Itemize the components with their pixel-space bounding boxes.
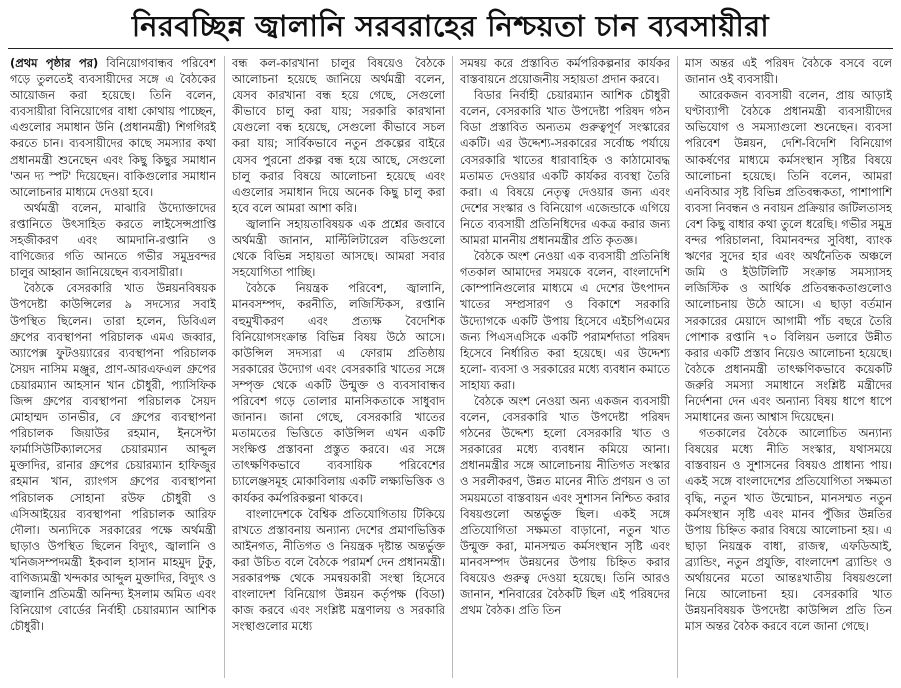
article-column-1 (10, 55, 216, 680)
headline-rule (8, 48, 893, 49)
paragraph: অর্থমন্ত্রী বলেন, মাঝারি উদ্যোক্তাদের রপ্তানিতে উৎসাহিত করতে লাইসেন্সপ্রাপ্তি সহজীকরণ এবং আমদানি-রপ্তানি ও বাণিজ্যের গতি আনতে গভীর সমুদ্রবন্দর চালুর আহ্বান জানিয়েছেন ব্যবসায়ীরা। (10, 200, 216, 280)
paragraph: বৈঠকে নিয়ন্ত্রক পরিবেশ, জ্বালানি, মানবসম্পদ, করনীতি, লজিস্টিকস, রপ্তানি বহুমুখীকরণ এবং প্রত্যক্ষ বৈদেশিক বিনিয়োগসংক্রান্ত বিভিন্ন বিষয় উঠে আসে। কাউন্সিল সদস্যরা এ ফোরাম প্রতিষ্ঠায় সরকারের উদ্যোগ এবং বেসরকারি খাতের সঙ্গে সম্পৃক্ত থেকে একটি উন্মুক্ত ও ব্যবসাবান্ধব পরিবেশ গড়ে তোলার মানসিকতাকে সাধুবাদ জানান। জানা গেছে, বেসরকারি খাতের মতামতের ভিত্তিতে কাউন্সিল এখন একটি সংক্ষিপ্ত প্রস্তাবনা প্রস্তুত করবে। এর সঙ্গে তাৎক্ষণিকভাবে ব্যবসায়িক পরিবেশের চ্যালেঞ্জসমূহ মোকাবিলায় একটি লক্ষ্যভিত্তিক ও কার্যকর কর্মপরিকল্পনা থাকবে। (232, 281, 445, 505)
jump-label: (প্রথম পৃষ্ঠার পর) (10, 56, 99, 70)
paragraph: বৈঠকে অংশ নেওয়া অন্য একজন ব্যবসায়ী বলেন, বেসরকারি খাত উপদেষ্টা পরিষদ গঠনের উদ্দেশ্য হলো বেসরকারি খাত ও সরকারের মধ্যে ব্যবধান কমিয়ে আনা। প্রধানমন্ত্রীর সঙ্গে আলোচনায় নীতিগত সংস্কার ও সরলীকরণ, উন্নত মানের নীতি প্রণয়ন ও তা সময়মতো বাস্তবায়ন এবং সুশাসন নিশ্চিত করার বিষয়গুলো অন্তর্ভুক্ত ছিল। একই সঙ্গে প্রতিযোগিতা সক্ষমতা বাড়ানো, নতুন খাত উন্মুক্ত করা, মানসম্মত কর্মসংস্থান সৃষ্টি এবং মানবসম্পদ উন্নয়নের উপায় চিহ্নিত করার বিষয়েও গুরুত্ব দেওয়া হয়েছে। তিনি আরও জানান, শনিবারের বৈঠকটি ছিল এই পরিষদের প্রথম বৈঠক। প্রতি তিন (460, 393, 670, 618)
paragraph: গতকালের বৈঠকে আলোচিত অন্যান্য বিষয়ের মধ্যে নীতি সংস্কার, যথাসময়ে বাস্তবায়ন ও সুশাসনের বিষয়ও প্রাধান্য পায়। একই সঙ্গে বাংলাদেশের প্রতিযোগিতা সক্ষমতা বৃদ্ধি, নতুন খাত উন্মোচন, মানসম্মত নতুন কর্মসংস্থান সৃষ্টি এবং মানব পুঁজির উন্নতির উপায় চিহ্নিত করার বিষয়ে আলোচনা হয়। এ ছাড়া নিয়ন্ত্রক বাধা, রাজস্ব, এফডিআই, ব্র্যান্ডিং, নতুন প্রযুক্তি, বাংলাদেশ ব্র্যান্ডিং ও অর্থায়নের মতো আন্তঃখাতীয় বিষয়গুলো নিয়ে আলোচনা হয়। বেসরকারি খাত উন্নয়নবিষয়ক উপদেষ্টা কাউন্সিল প্রতি তিন মাস অন্তর বৈঠক করবে বলে জানা গেছে। (685, 426, 892, 634)
article-column-3 (460, 55, 670, 680)
paragraph: বিডার নির্বাহী চেয়ারম্যান আশিক চৌধুরী বলেন, বেসরকারি খাত উপদেষ্টা পরিষদ গঠন বিডা প্রস্তাবিত অন্যতম গুরুত্বপূর্ণ সংস্কারের একটি। এর উদ্দেশ্য-সরকারের সর্বোচ্চ পর্যায়ে বেসরকারি খাতের ধারাবাহিক ও কাঠামোবদ্ধ মতামত দেওয়ার একটি কার্যকর ব্যবস্থা তৈরি করা। এ বিষয়ে নেতৃত্ব দেওয়ার জন্য এবং দেশের সংস্কার ও বিনিয়োগ এজেন্ডাকে এগিয়ে নিতে ব্যবসায়ী প্রতিনিধিদের একত্র করার জন্য আমরা মাননীয় প্রধানমন্ত্রীর প্রতি কৃতজ্ঞ। (460, 88, 670, 248)
paragraph: আরেকজন ব্যবসায়ী বলেন, প্রায় আড়াই ঘণ্টাব্যাপী বৈঠকে প্রধানমন্ত্রী ব্যবসায়ীদের অভিযোগ ও সমস্যাগুলো শুনেছেন। ব্যবসা পরিবেশ উন্নয়ন, দেশি-বিদেশি বিনিয়োগ আকর্ষণের মাধ্যমে কর্মসংস্থান সৃষ্টির বিষয়ে আলোচনা হয়েছে। তিনি বলেন, আমরা এনবিআর সৃষ্ট বিভিন্ন প্রতিবন্ধকতা, পাশাপাশি ব্যবসা নিবন্ধন ও নবায়ন প্রক্রিয়ার জটিলতাসহ বেশ কিছু বাধার কথা তুলে ধরেছি। গভীর সমুদ্র বন্দর পরিচালনা, বিমানবন্দর সুবিধা, ব্যাংক ঋণের সুদের হার এবং অর্থনৈতিক অঞ্চলে জমি ও ইউটিলিটি সংক্রান্ত সমস্যাসহ লজিস্টিক ও আর্থিক প্রতিবন্ধকতাগুলোও আলোচনায় উঠে আসে। এ ছাড়া বর্তমান সরকারের মেয়াদে আগামী পাঁচ বছরে তৈরি পোশাক রপ্তানি ৭০ বিলিয়ন ডলারে উন্নীত করার একটি প্রস্তাব নিয়েও আলোচনা হয়েছে। বৈঠকে প্রধানমন্ত্রী তাৎক্ষণিকভাবে কয়েকটি জরুরি সমস্যা সমাধানে সংশ্লিষ্ট মন্ত্রীদের নির্দেশনা দেন এবং অন্যান্য বিষয় ধাপে ধাপে সমাধানের জন্য আশ্বাস দিয়েছেন। (685, 88, 892, 425)
paragraph: বাংলাদেশকে বৈশ্বিক প্রতিযোগিতায় টিকিয়ে রাখতে প্রস্তাবনায় অন্যান্য দেশের প্রমাণভিত্তিক আইনগত, নীতিগত ও নিয়ন্ত্রক দৃষ্টান্ত অন্তর্ভুক্ত করা উচিত বলে বৈঠকে পরামর্শ দেন প্রধানমন্ত্রী। সরকারপক্ষ থেকে সমন্বয়কারী সংস্থা হিসেবে বাংলাদেশ বিনিয়োগ উন্নয়ন কর্তৃপক্ষ (বিডা) কাজ করবে এবং সংশ্লিষ্ট মন্ত্রণালয় ও সরকারি সংস্থাগুলোর মধ্যে (232, 506, 445, 634)
headline: নিরবচ্ছিন্ন জ্বালানি সরবরাহের নিশ্চয়তা চান ব্যবসায়ীরা (131, 9, 770, 43)
paragraph: বৈঠকে বেসরকারি খাত উন্নয়নবিষয়ক উপদেষ্টা কাউন্সিলের ৯ সদস্যের সবাই উপস্থিত ছিলেন। তারা হলেন, ডিবিএল গ্রুপের ব্যবস্থাপনা পরিচালক এমএ জব্বার, অ্যাপেক্স ফুটওয়্যারের ব্যবস্থাপনা পরিচালক সৈয়দ নাসিম মঞ্জুর, প্রাণ-আরএফএল গ্রুপের চেয়ারম্যান আহসান খান চৌধুরী, প্যাসিফিক জিন্স গ্রুপের ব্যবস্থাপনা পরিচালক সৈয়দ মোহাম্মদ তানভীর, বে গ্রুপের ব্যবস্থাপনা পরিচালক জিয়াউর রহমান, ইনসেপ্টা ফার্মাসিউটিক্যালসের চেয়ারম্যান আব্দুল মুক্তাদির, রানার গ্রুপের চেয়ারম্যান হাফিজুর রহমান খান, র‍্যাংগস গ্রুপের ব্যবস্থাপনা পরিচালক সোহানা রউফ চৌধুরী ও এসিআইয়ের ব্যবস্থাপনা পরিচালক আরিফ দৌলা। অন্যদিকে সরকারের পক্ষে অর্থমন্ত্রী ছাড়াও উপস্থিত ছিলেন বিদ্যুৎ, জ্বালানি ও খনিজসম্পদমন্ত্রী ইকবাল হাসান মাহমুদ টুকু, বাণিজ্যমন্ত্রী খন্দকার আব্দুল মুক্তাদির, বিদ্যুৎ ও জ্বালানি প্রতিমন্ত্রী অনিন্দ্য ইসলাম অমিত এবং বিনিয়োগ বোর্ডের নির্বাহী চেয়ারম্যান আশিক চৌধুরী। (10, 281, 216, 634)
paragraph-text: বিনিয়োগবান্ধব পরিবেশ গড়ে তুলতেই ব্যবসায়ীদের সঙ্গে এ বৈঠকের আয়োজন করা হয়েছে। তিনি বলেন, ব্যবসায়ীরা বিনিয়োগের বাধা কোথায় পাচ্ছেন, এগুলোর সমাধান উনি (প্রধানমন্ত্রী) শিগগিরই করতে চান। ব্যবসায়ীদের কাছে সমস্যার কথা প্রধানমন্ত্রী শুনেছেন এবং কিছু কিছুর সমাধান 'অন দ্য স্পট' দিয়েছেন। বাকিগুলোর সমাধান আলোচনার মাধ্যমে দেওয়া হবে। (10, 56, 216, 199)
article-column-4 (685, 55, 892, 680)
article-column-2 (232, 55, 445, 680)
paragraph: জ্বালানি সহায়তাবিষয়ক এক প্রশ্নের জবাবে অর্থমন্ত্রী জানান, মাল্টিলিটারেল বডিগুলো থেকে বিভিন্ন সহায়তা আসছে। আমরা সবার সহযোগিতা পাচ্ছি। (232, 216, 445, 280)
paragraph: সমন্বয় করে প্রস্তাবিত কর্মপরিকল্পনার কার্যকর বাস্তবায়নে প্রয়োজনীয় সহায়তা প্রদান করবে। (460, 56, 670, 87)
paragraph: মাস অন্তর এই পরিষদ বৈঠকে বসবে বলে জানান ওই ব্যবসায়ী। (685, 56, 892, 87)
paragraph: বন্ধ কল-কারখানা চালুর বিষয়েও বৈঠকে আলোচনা হয়েছে জানিয়ে অর্থমন্ত্রী বলেন, যেসব কারখানা বন্ধ হয়ে গেছে, সেগুলো কীভাবে চালু করা যায়; সরকারি কারখানা যেগুলো বন্ধ হয়েছে, সেগুলো কীভাবে সচল করা যায়; সার্বিকভাবে নতুন প্রকল্পের বাইরে যেসব পুরনো প্রকল্প বন্ধ হয়ে আছে, সেগুলো চালু করার বিষয়ে আলোচনা হয়েছে এবং এগুলোর সমাধান দিয়ে অনেক কিছু চালু করা হবে বলে আমরা আশা করি। (232, 56, 445, 215)
column-separator (677, 56, 678, 678)
column-separator (452, 56, 453, 678)
paragraph: বৈঠকে অংশ নেওয়া এক ব্যবসায়ী প্রতিনিধি গতকাল আমাদের সময়কে বলেন, বাংলাদেশি কোম্পানিগুলোর মাধ্যমে এ দেশের উৎপাদন খাতের সম্প্রসারণ ও বিকাশে সরকারি উদ্যোগকে একটি উপায় হিসেবে এইচপিএমের জন্য পিএসএসিকে একটি পরামর্শদাতা পরিষদ হিসেবে নির্ধারিত করা হয়েছে। এর উদ্দেশ্য হলো- ব্যবসা ও সরকারের মধ্যে ব্যবধান কমাতে সাহায্য করা। (460, 249, 670, 392)
paragraph (10, 55, 216, 200)
column-separator (224, 56, 225, 678)
